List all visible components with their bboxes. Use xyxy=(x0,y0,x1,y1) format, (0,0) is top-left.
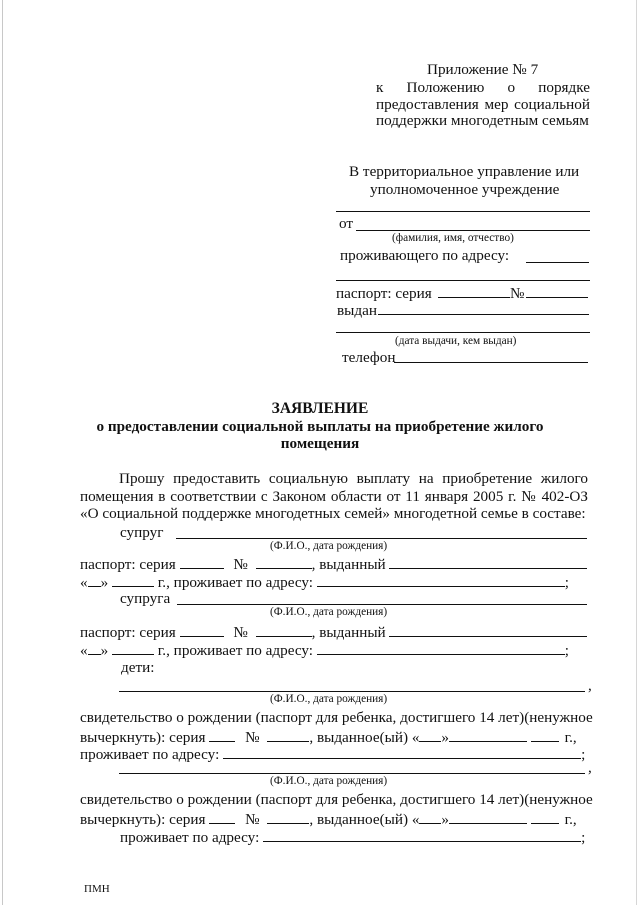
address-field[interactable] xyxy=(336,280,590,281)
passport-number-field[interactable] xyxy=(256,555,312,569)
address-field[interactable] xyxy=(263,828,581,842)
day-field[interactable] xyxy=(419,810,441,824)
series-field[interactable] xyxy=(209,728,235,742)
spouse-male-passport-row xyxy=(80,555,587,572)
spouse-male-field[interactable] xyxy=(176,538,587,539)
residing-field[interactable] xyxy=(526,262,589,263)
spouse-male-label: супруг xyxy=(120,524,164,541)
issued-by-text: , выданное(ый) xyxy=(309,729,409,746)
phone-label: телефон xyxy=(342,349,396,366)
document-subtitle-2: помещения xyxy=(280,435,360,452)
number-field[interactable] xyxy=(267,728,309,742)
issued-by-field[interactable] xyxy=(389,623,587,637)
fio-caption: (фамилия, имя, отчество) xyxy=(392,232,514,244)
intro-line-1: Прошу предоставить социальную выплату на приобретение жилого xyxy=(119,470,588,487)
passport-number-field[interactable] xyxy=(256,623,312,637)
address-field[interactable] xyxy=(317,573,565,587)
address-field[interactable] xyxy=(317,641,565,655)
day-field[interactable] xyxy=(88,641,101,655)
year-field[interactable] xyxy=(531,728,559,742)
spouse-female-field[interactable] xyxy=(177,604,587,605)
document-subtitle-1: о предоставлении социальной выплаты на приобретение жилого xyxy=(96,418,544,435)
children-label: дети: xyxy=(121,659,155,676)
document-title: ЗАЯВЛЕНИЕ xyxy=(271,400,369,417)
quote-open: « xyxy=(411,811,420,828)
quote-close: » xyxy=(441,729,450,746)
quote-open: « xyxy=(80,642,88,659)
issued-by-field[interactable] xyxy=(389,555,587,569)
semicolon: ; xyxy=(564,574,570,591)
spouse-male-caption: (Ф.И.О., дата рождения) xyxy=(270,540,388,552)
spouse-female-label: супруга xyxy=(120,590,171,607)
appendix-line-1: к Положению о порядке xyxy=(376,79,590,96)
child-2-field[interactable] xyxy=(119,773,585,774)
child-1-residing-row xyxy=(80,745,585,762)
child-2-caption: (Ф.И.О., дата рождения) xyxy=(270,775,388,787)
passport-series-text: паспорт: серия xyxy=(80,556,176,573)
number-field[interactable] xyxy=(267,810,309,824)
page-edge-left xyxy=(2,0,3,905)
page-edge-right xyxy=(636,0,637,905)
month-field[interactable] xyxy=(449,728,527,742)
intro-line-3: «О социальной поддержке многодетных семей» многодетной семье в составе: xyxy=(80,505,586,522)
quote-close: » xyxy=(100,574,109,591)
appendix-line-2: предоставления мер социальной xyxy=(376,96,590,113)
issued-field[interactable] xyxy=(378,314,589,315)
passport-series-field[interactable] xyxy=(180,555,224,569)
quote-open: « xyxy=(411,729,420,746)
from-label: от xyxy=(339,215,354,232)
passport-series-text: паспорт: серия xyxy=(80,624,176,641)
number-sign: № xyxy=(233,624,248,641)
number-sign: № xyxy=(233,556,248,573)
child-2-birth-cert: свидетельство о рождении (паспорт для ребенка, достигшего 14 лет)(ненужное xyxy=(80,791,593,808)
issued-by-text: , выданный xyxy=(311,556,386,573)
quote-open: « xyxy=(80,574,88,591)
spouse-male-date-row xyxy=(80,573,569,590)
issued-by-text: , выданный xyxy=(311,624,386,641)
child-2-doc-row xyxy=(80,810,577,827)
month-field[interactable] xyxy=(112,573,154,587)
year-residing-text: г., проживает по адресу: xyxy=(157,642,313,659)
number-sign: № xyxy=(245,729,260,746)
passport-number-sign: № xyxy=(510,285,525,302)
issued-label: выдан xyxy=(337,302,377,319)
child-2-comma: , xyxy=(588,759,592,776)
appendix-line-3: поддержки многодетным семьям xyxy=(376,112,589,129)
issued-field-2[interactable] xyxy=(336,332,590,333)
addressee-line-2: уполномоченное учреждение xyxy=(370,181,560,198)
day-field[interactable] xyxy=(419,728,441,742)
appendix-title: Приложение № 7 xyxy=(427,61,539,78)
child-2-residing-row xyxy=(120,828,585,845)
residing-label: проживающего по адресу: xyxy=(340,247,510,264)
spouse-female-caption: (Ф.И.О., дата рождения) xyxy=(270,606,388,618)
child-1-comma: , xyxy=(588,677,592,694)
semicolon: ; xyxy=(581,746,586,763)
quote-close: » xyxy=(100,642,109,659)
month-field[interactable] xyxy=(112,641,154,655)
footer-code: ПМН xyxy=(84,883,110,895)
addressee-line-1: В территориальное управление или xyxy=(349,163,580,180)
spouse-female-date-row xyxy=(80,641,569,658)
residing-text: проживает по адресу: xyxy=(80,746,220,763)
year-abbr: г., xyxy=(564,811,577,828)
month-field[interactable] xyxy=(449,810,527,824)
year-abbr: г., xyxy=(564,729,577,746)
passport-number-field[interactable] xyxy=(526,297,588,298)
year-residing-text: г., проживает по адресу: xyxy=(157,574,313,591)
child-1-birth-cert: свидетельство о рождении (паспорт для ребенка, достигшего 14 лет)(ненужное xyxy=(80,709,593,726)
strike-series-text: вычеркнуть): серия xyxy=(80,811,206,828)
child-1-doc-row xyxy=(80,728,577,745)
addressee-blank-line xyxy=(336,211,590,212)
intro-line-2: помещения в соответствии с Законом области от 11 января 2005 г. № 402-ОЗ xyxy=(80,488,588,505)
issue-caption: (дата выдачи, кем выдан) xyxy=(395,335,517,347)
semicolon: ; xyxy=(564,642,570,659)
residing-text: проживает по адресу: xyxy=(120,829,260,846)
strike-series-text: вычеркнуть): серия xyxy=(80,729,206,746)
spouse-female-passport-row xyxy=(80,623,587,640)
day-field[interactable] xyxy=(88,573,101,587)
series-field[interactable] xyxy=(209,810,235,824)
address-field[interactable] xyxy=(223,745,581,759)
passport-series-field[interactable] xyxy=(438,297,510,298)
issued-by-text: , выданное(ый) xyxy=(309,811,409,828)
passport-series-field[interactable] xyxy=(180,623,224,637)
from-field[interactable] xyxy=(356,230,590,231)
quote-close: » xyxy=(441,811,450,828)
semicolon: ; xyxy=(581,829,586,846)
phone-field[interactable] xyxy=(394,362,588,363)
child-1-caption: (Ф.И.О., дата рождения) xyxy=(270,693,388,705)
passport-series-label: паспорт: серия xyxy=(336,285,432,302)
child-1-field[interactable] xyxy=(119,691,585,692)
number-sign: № xyxy=(245,811,260,828)
year-field[interactable] xyxy=(531,810,559,824)
